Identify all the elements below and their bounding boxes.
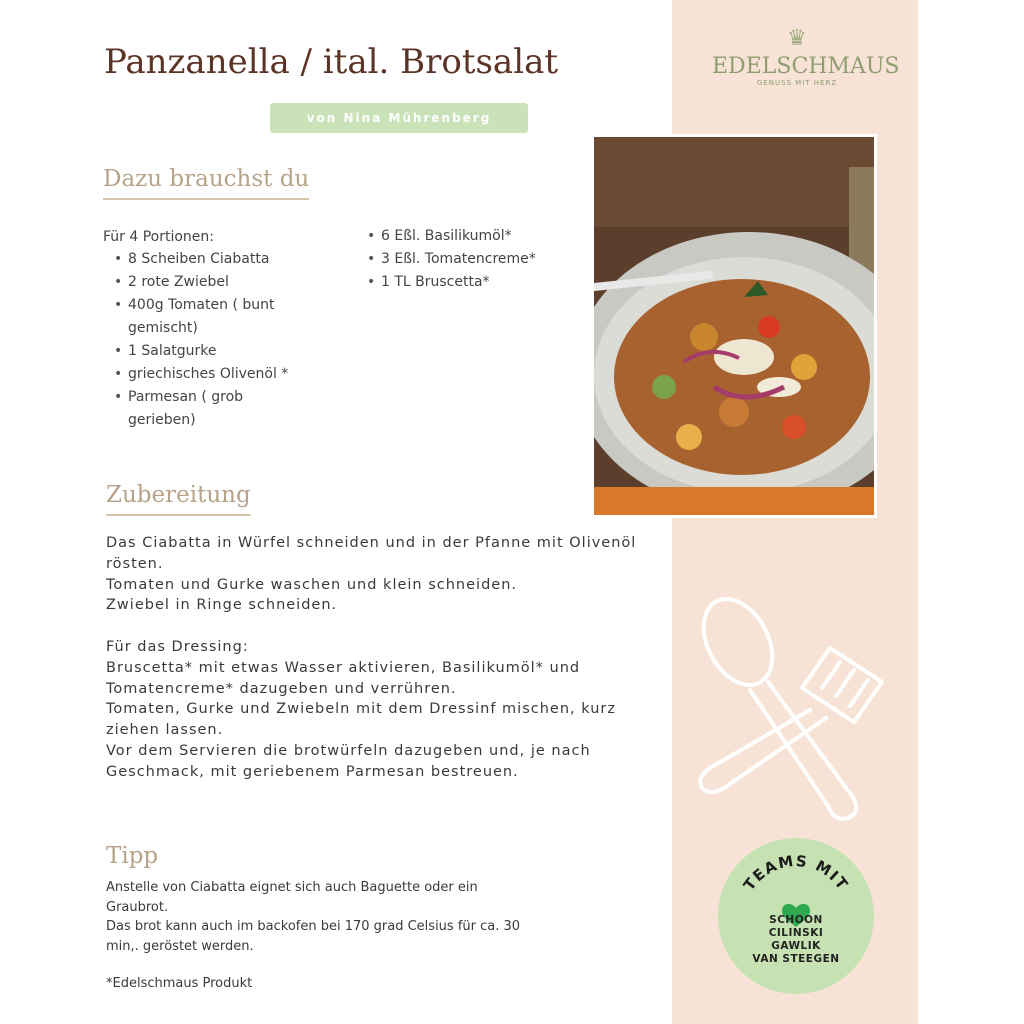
badge-name: SCHOON bbox=[769, 914, 823, 926]
ingredient-item: • 2 rote Zwiebel bbox=[114, 271, 314, 294]
prep-paragraph: Für das Dressing: Bruscetta* mit etwas Wasser aktivieren, Basilikumöl* und Tomatencreme* dazugeben und verrühren. Tomaten, Gurke und Zwiebeln mit dem Dressinf mischen, kurz ziehen lassen. Vor dem Servieren die brotwürfeln dazugeben und, je nach Geschmack, mit geriebenem Parmesan bestreuen. bbox=[106, 638, 616, 780]
badge-name: CILINSKI bbox=[768, 927, 824, 939]
author-badge: von Nina Mührenberg bbox=[270, 103, 528, 133]
portions-label: Für 4 Portionen: bbox=[103, 229, 215, 245]
logo-subtitle: GENUSS MIT HERZ bbox=[756, 79, 838, 87]
salad-photo-illustration bbox=[594, 137, 874, 515]
ingredient-item: • 1 TL Bruscetta* bbox=[367, 271, 577, 294]
ingredients-list-1 bbox=[114, 248, 314, 432]
prep-heading: Zubereitung bbox=[106, 482, 251, 516]
panzanella-salad-photo bbox=[591, 134, 877, 518]
ingredient-item: • 3 Eßl. Tomatencreme* bbox=[367, 248, 577, 271]
ingredient-item: • Parmesan ( grob gerieben) bbox=[114, 386, 314, 432]
ingredients-list-2 bbox=[367, 225, 577, 294]
footnote: *Edelschmaus Produkt bbox=[106, 976, 253, 991]
recipe-title: Panzanella / ital. Brotsalat bbox=[104, 42, 559, 82]
prep-text bbox=[106, 533, 654, 783]
badge-name: VAN STEEGEN bbox=[752, 953, 840, 965]
crown-logo-icon: ♛ bbox=[787, 26, 807, 51]
tip-line: Das brot kann auch im backofen bei 170 grad Celsius für ca. 30 min,. geröstet werden. bbox=[106, 919, 521, 954]
tip-line: Anstelle von Ciabatta eignet sich auch Baguette oder ein Graubrot. bbox=[106, 880, 478, 915]
ingredient-item: • griechisches Olivenöl * bbox=[114, 363, 314, 386]
ingredient-item: • 8 Scheiben Ciabatta bbox=[114, 248, 314, 271]
tip-heading: Tipp bbox=[106, 843, 159, 869]
badge-name: GAWLIK bbox=[771, 940, 821, 952]
ingredient-item: • 400g Tomaten ( bunt gemischt) bbox=[114, 294, 314, 340]
badge-title: TEAMS MIT bbox=[739, 851, 853, 894]
ingredient-item: • 1 Salatgurke bbox=[114, 340, 314, 363]
ingredient-item: • 6 Eßl. Basilikumöl* bbox=[367, 225, 577, 248]
spoon-spatula-outline-icon bbox=[680, 590, 910, 830]
logo-brand-text: EDELSCHMAUS bbox=[712, 54, 900, 79]
ingredients-heading: Dazu brauchst du bbox=[103, 166, 309, 200]
edelschmaus-logo bbox=[712, 26, 900, 108]
tip-text bbox=[106, 878, 536, 956]
badge-names bbox=[718, 914, 874, 966]
svg-text:TEAMS MIT bbox=[740, 852, 852, 894]
prep-paragraph: Das Ciabatta in Würfel schneiden und in der Pfanne mit Olivenöl rösten. Tomaten und Gurke waschen und klein schneiden. Zwiebel in Ringe schneiden. bbox=[106, 535, 637, 614]
